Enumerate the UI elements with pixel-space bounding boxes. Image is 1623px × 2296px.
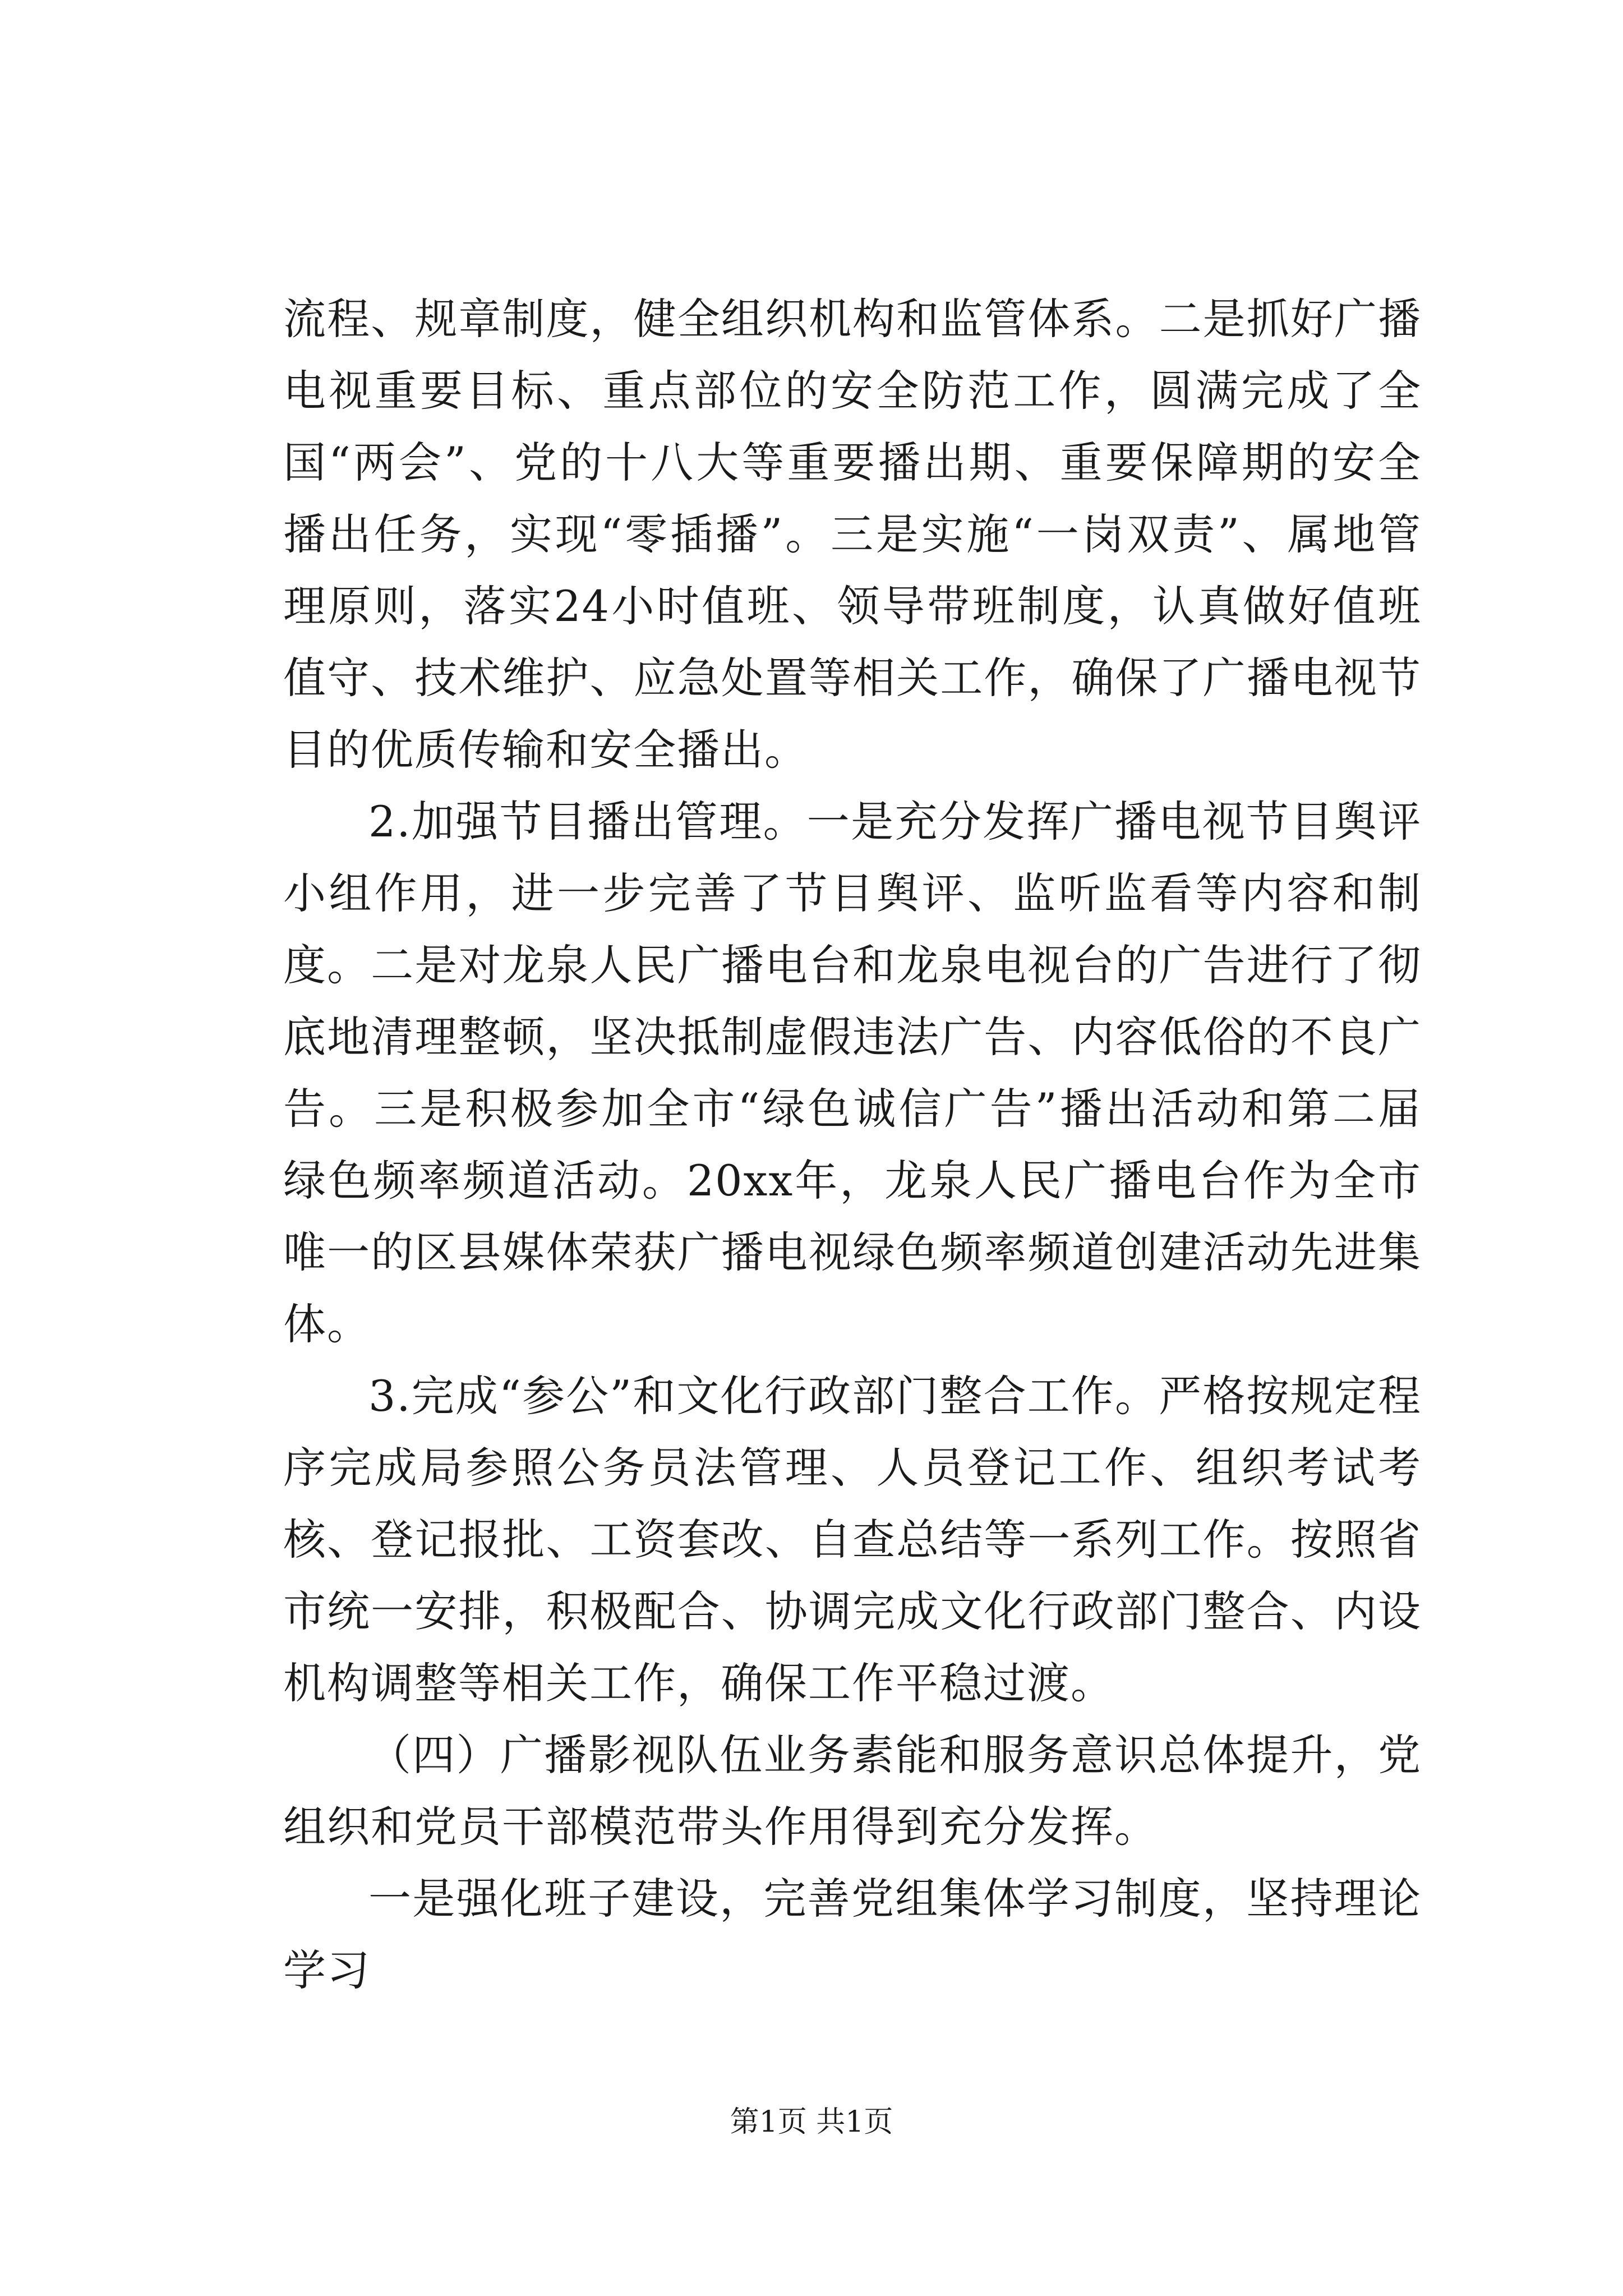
paragraph-department-integration: 3.完成“参公”和文化行政部门整合工作。严格按规定程序完成局参照公务员法管理、人员登记工作、组织考试考核、登记报批、工资套改、自查总结等一系列工作。按照省市统一安排，积极配合、协调完成文化行政部门整合、内设机构调整等相关工作，确保工作平稳过渡。 <box>283 1371 1422 1708</box>
paragraph-team-building: 一是强化班子建设，完善党组集体学习制度，坚持理论学习 <box>283 1874 1422 1995</box>
page-number-footer: 第1页 共1页 <box>730 2105 893 2139</box>
section-heading-four: （四）广播影视队伍业务素能和服务意识总体提升，党组织和党员干部模范带头作用得到充分发挥。 <box>283 1730 1422 1852</box>
paragraph-continuation: 流程、规章制度，健全组织机构和监管体系。二是抓好广播电视重要目标、重点部位的安全防范工作，圆满完成了全国“两会”、党的十八大等重要播出期、重要保障期的安全播出任务，实现“零插播”。三是实施“一岗双责”、属地管理原则，落实24小时值班、领导带班制度，认真做好值班值守、技术维护、应急处置等相关工作，确保了广播电视节目的优质传输和安全播出。 <box>283 294 1422 775</box>
document-body <box>283 283 1422 2007</box>
paragraph-broadcast-management: 2.加强节目播出管理。一是充分发挥广播电视节目舆评小组作用，进一步完善了节目舆评、监听监看等内容和制度。二是对龙泉人民广播电台和龙泉电视台的广告进行了彻底地清理整顿，坚决抵制虚假违法广告、内容低俗的不良广告。三是积极参加全市“绿色诚信广告”播出活动和第二届绿色频率频道活动。20xx年，龙泉人民广播电台作为全市唯一的区县媒体荣获广播电视绿色频率频道创建活动先进集体。 <box>283 797 1422 1349</box>
